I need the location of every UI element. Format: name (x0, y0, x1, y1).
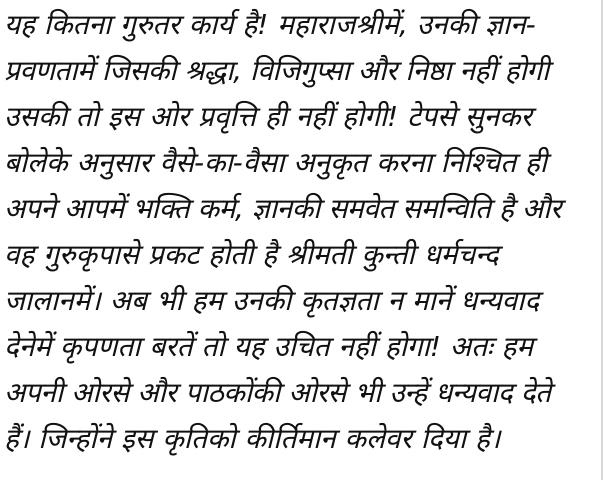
text-line-7: जालानमें। अब भी हम उनकी कृतज्ञता न मानें धन्यवाद (4, 284, 540, 317)
text-line-5: अपने आपमें भक्ति कर्म, ज्ञानकी समवेत समन्विति है और (4, 192, 562, 225)
hindi-paragraph (4, 2, 596, 478)
text-line-3: उसकी तो इस ओर प्रवृत्ति ही नहीं होगी! टेपसे सुनकर (4, 100, 532, 133)
text-line-10: हैं। जिन्होंने इस कृतिको कीर्तिमान कलेवर दिया है। (4, 422, 501, 455)
text-line-1: यह कितना गुरुतर कार्य है! महाराजश्रीमें, उनकी ज्ञान- (4, 8, 536, 41)
text-line-8: देनेमें कृपणता बरतें तो यह उचित नहीं होगा! अतः हम (4, 330, 534, 363)
text-line-9: अपनी ओरसे और पाठकोंकी ओरसे भी उन्हें धन्यवाद देते (4, 376, 551, 409)
text-line-4: बोलेके अनुसार वैसे-का-वैसा अनुकृत करना निश्चित ही (4, 146, 548, 179)
text-line-2: प्रवणतामें जिसकी श्रद्धा, विजिगुप्सा और निष्ठा नहीं होगी (4, 54, 549, 87)
text-line-6: वह गुरुकृपासे प्रकट होती है श्रीमती कुन्ती धर्मचन्द (4, 238, 499, 271)
